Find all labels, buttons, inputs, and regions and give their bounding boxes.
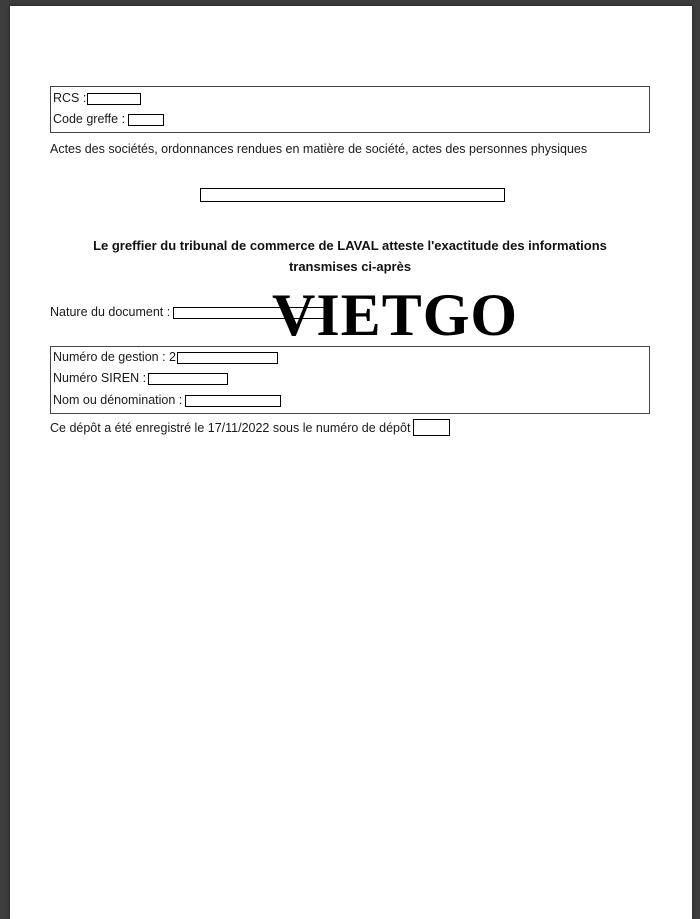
- vietgo-watermark: VIETGO: [272, 282, 519, 348]
- siren-redaction: [148, 373, 228, 385]
- gestion-redaction: [177, 352, 278, 364]
- depot-line: [50, 419, 450, 436]
- code-greffe-line: [53, 112, 164, 127]
- siren-line: [53, 371, 228, 386]
- document-subtitle: Actes des sociétés, ordonnances rendues en matière de société, actes des personnes physiques: [50, 142, 588, 156]
- gestion-label: Numéro de gestion : 2: [53, 350, 176, 364]
- rcs-label: RCS :: [53, 91, 87, 105]
- title-redaction: [200, 188, 505, 202]
- nature-label: Nature du document :: [50, 305, 171, 319]
- depot-text: Ce dépôt a été enregistré le 17/11/2022 sous le numéro de dépôt: [50, 420, 411, 435]
- heading-line-1: Le greffier du tribunal de commerce de LAVAL atteste l'exactitude des informations: [93, 238, 607, 253]
- code-greffe-redaction: [128, 114, 164, 126]
- document-page: [10, 6, 692, 919]
- rcs-redaction: [87, 93, 141, 105]
- depot-redaction: [413, 419, 450, 436]
- heading-line-2: transmises ci-après: [288, 259, 412, 274]
- attestation-heading: [50, 235, 650, 277]
- nom-label: Nom ou dénomination :: [53, 393, 183, 407]
- gestion-line: [53, 350, 278, 365]
- nom-line: [53, 393, 281, 408]
- code-greffe-label: Code greffe :: [53, 112, 126, 126]
- rcs-line: [53, 91, 141, 106]
- nom-redaction: [185, 395, 281, 407]
- siren-label: Numéro SIREN :: [53, 371, 147, 385]
